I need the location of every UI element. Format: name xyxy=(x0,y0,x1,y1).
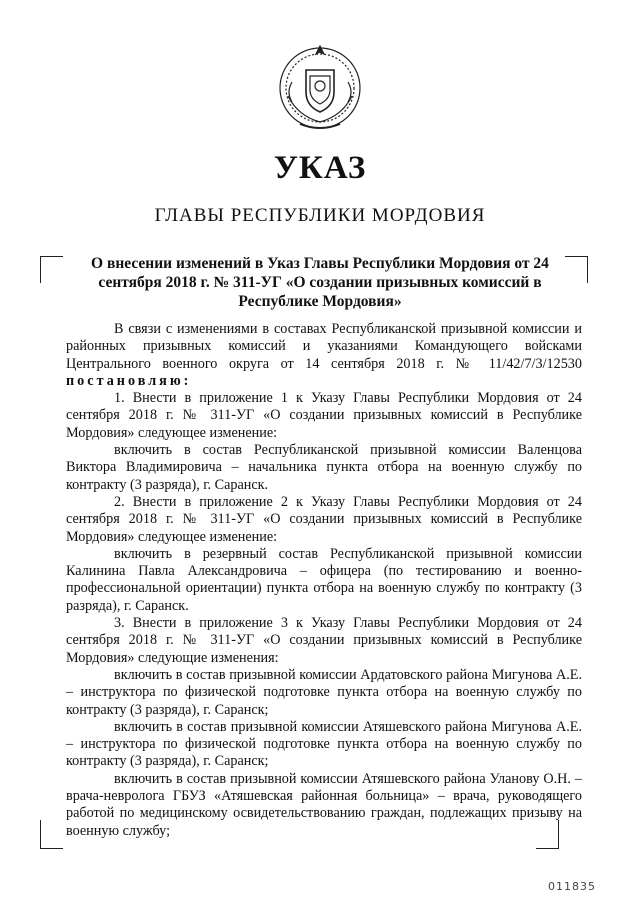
heading-corner-mark xyxy=(40,256,63,283)
body-paragraph: 3. Внести в приложение 3 к Указу Главы Республики Мордовия от 24 сентября 2018 г. № 311-УГ «О создании призывных комиссий в Республике Мордовия» следующие изменения: xyxy=(66,615,582,666)
heading-corner-mark xyxy=(565,256,588,283)
body-paragraph: 2. Внести в приложение 2 к Указу Главы Республики Мордовия от 24 сентября 2018 г. № 311-УГ «О создании призывных комиссий в Республике Мордовия» следующее изменение: xyxy=(66,493,582,545)
preamble-keyword: постановляю: xyxy=(66,372,192,389)
document-subtitle: ГЛАВЫ РЕСПУБЛИКИ МОРДОВИЯ xyxy=(154,205,486,226)
body-paragraph: включить в состав Республиканской призывной комиссии Валенцова Виктора Владимировича – начальника пункта отбора на военную службу по контракту (3 разряда), г. Саранск. xyxy=(66,442,582,493)
body-paragraph: включить в состав призывной комиссии Атяшевского района Уланову О.Н. – врача-невролога ГБУЗ «Атяшевская районная больница» – врача, руководящего работой по медицинскому освидетельствованию граждан, подлежащих призыву на военную службу; xyxy=(66,770,582,839)
registration-stamp-number: 011835 xyxy=(548,880,596,893)
footer-corner-mark xyxy=(40,820,63,849)
body-paragraph: 1. Внести в приложение 1 к Указу Главы Республики Мордовия от 24 сентября 2018 г. № 311-УГ «О создании призывных комиссий в Республике Мордовия» следующее изменение: xyxy=(66,390,582,441)
decree-heading: О внесении изменений в Указ Главы Республики Мордовия от 24 сентября 2018 г. № 311-УГ «О создании призывных комиссий в Республике Мордовия» xyxy=(91,255,549,310)
preamble-text: В связи с изменениями в составах Республиканской призывной комиссии и районных призывных комиссий и указаниями Командующего войсками Центрального военного округа от 14 сентября 2018 г. № 11/42/7/3/12530 xyxy=(66,321,582,372)
decree-body xyxy=(66,321,582,840)
body-paragraph: включить в состав призывной комиссии Атяшевского района Мигунова А.Е. – инструктора по физической подготовке пункта отбора на военную службу по контракту (3 разряда), г. Саранск; xyxy=(66,718,582,770)
body-paragraph: включить в состав призывной комиссии Ардатовского района Мигунова А.Е. – инструктора по физической подготовке пункта отбора на военную службу по контракту (3 разряда), г. Саранск; xyxy=(66,666,582,718)
preamble-paragraph xyxy=(66,321,582,390)
coat-of-arms-emblem xyxy=(270,36,370,136)
document-title: УКАЗ xyxy=(273,150,367,186)
footer-corner-mark xyxy=(536,820,559,849)
body-paragraph: включить в резервный состав Республиканской призывной комиссии Калинина Павла Александровича – офицера (по тестированию и военно-профессиональной ориентации) пункта отбора на военную службу по контракту (3 разряда), г. Саранск. xyxy=(66,545,582,614)
